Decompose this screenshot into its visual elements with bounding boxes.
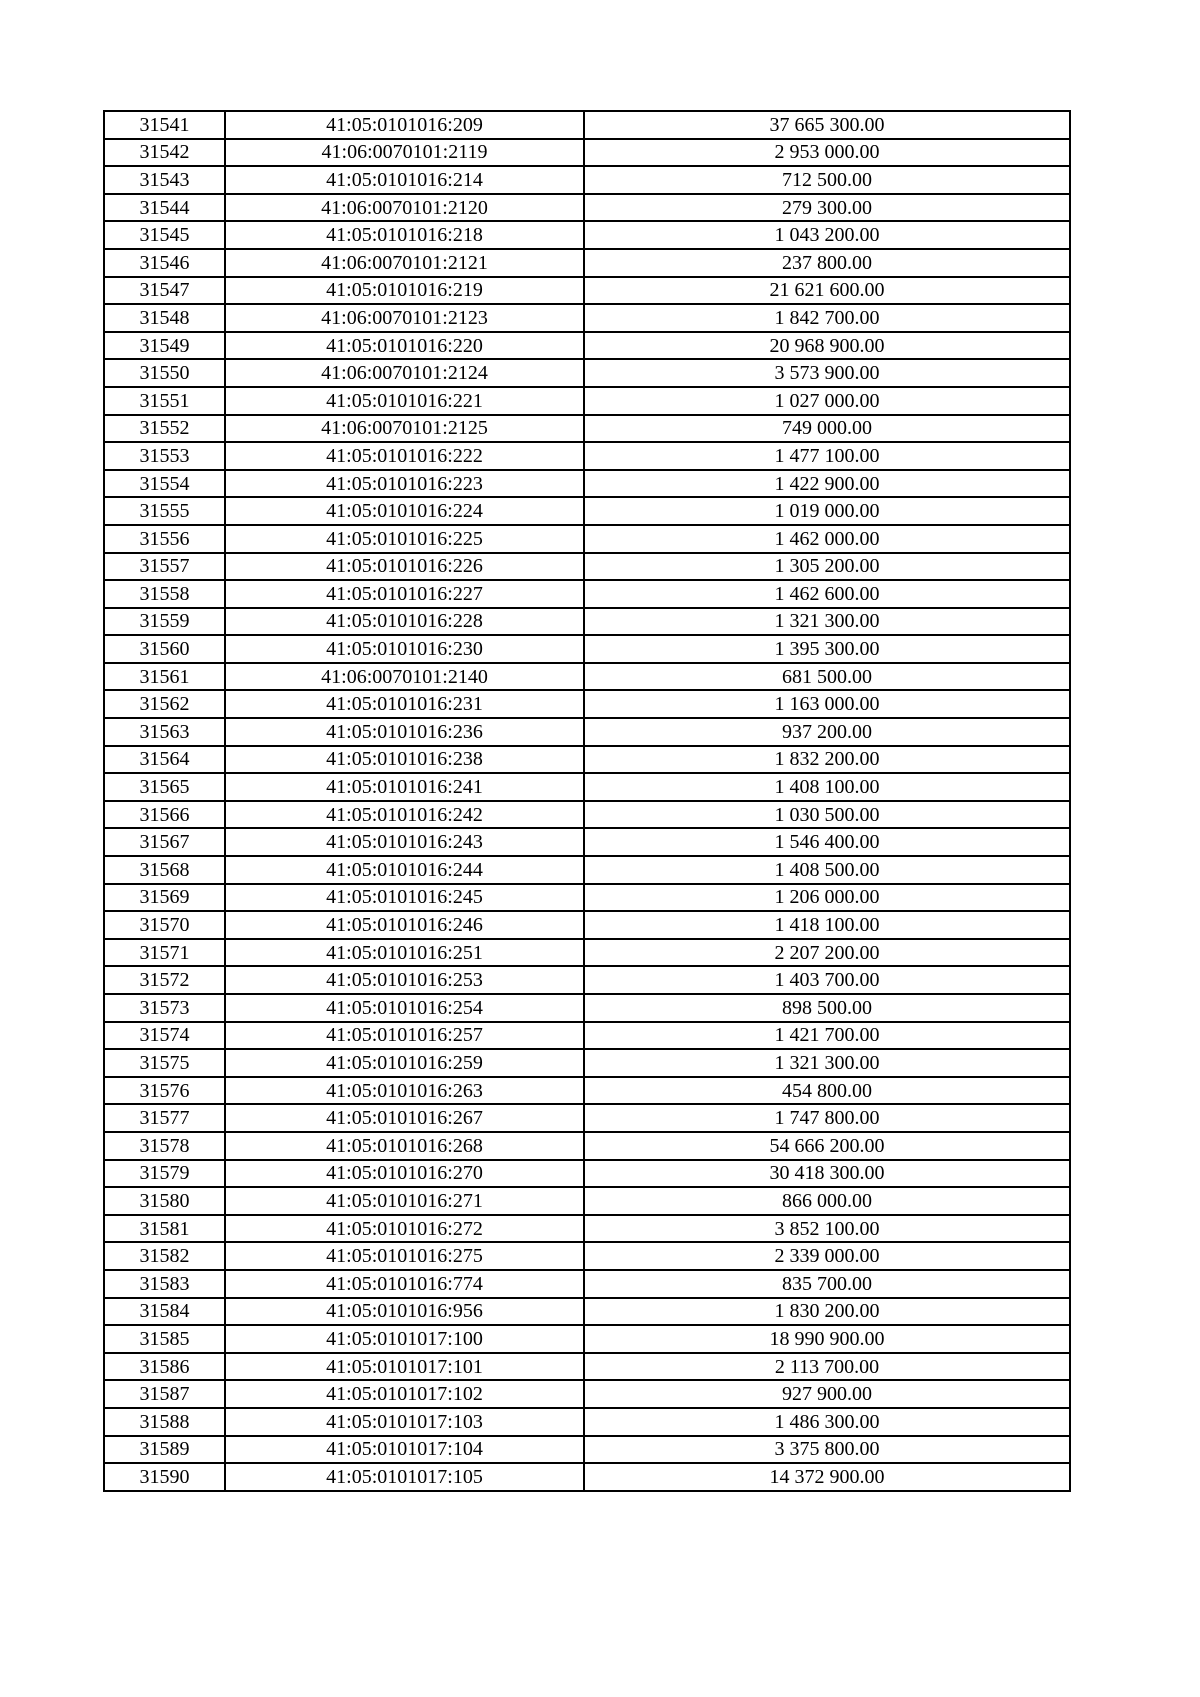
cadastral-value-cell: 21 621 600.00	[584, 277, 1070, 305]
cadastral-value-cell: 14 372 900.00	[584, 1463, 1070, 1491]
table-row	[104, 249, 1070, 277]
row-number-cell: 31580	[104, 1187, 225, 1215]
cadastral-number-cell: 41:05:0101016:270	[225, 1160, 584, 1188]
row-number-cell: 31546	[104, 249, 225, 277]
cadastral-number-cell: 41:05:0101016:246	[225, 911, 584, 939]
cadastral-number-cell: 41:05:0101016:956	[225, 1298, 584, 1326]
table-row	[104, 553, 1070, 581]
cadastral-value-cell: 1 030 500.00	[584, 801, 1070, 829]
cadastral-number-cell: 41:05:0101016:245	[225, 884, 584, 912]
table-row	[104, 1242, 1070, 1270]
cadastral-value-cell: 1 027 000.00	[584, 387, 1070, 415]
cadastral-value-cell: 54 666 200.00	[584, 1132, 1070, 1160]
cadastral-value-cell: 1 546 400.00	[584, 828, 1070, 856]
table-row	[104, 332, 1070, 360]
table-row	[104, 194, 1070, 222]
cadastral-value-cell: 2 113 700.00	[584, 1353, 1070, 1381]
table-row	[104, 525, 1070, 553]
row-number-cell: 31547	[104, 277, 225, 305]
cadastral-number-cell: 41:05:0101017:104	[225, 1436, 584, 1464]
row-number-cell: 31551	[104, 387, 225, 415]
row-number-cell: 31541	[104, 111, 225, 139]
cadastral-value-cell: 2 953 000.00	[584, 139, 1070, 167]
cadastral-number-cell: 41:05:0101016:268	[225, 1132, 584, 1160]
table-row	[104, 939, 1070, 967]
cadastral-number-cell: 41:05:0101016:231	[225, 690, 584, 718]
row-number-cell: 31561	[104, 663, 225, 691]
cadastral-number-cell: 41:05:0101016:242	[225, 801, 584, 829]
row-number-cell: 31557	[104, 553, 225, 581]
cadastral-number-cell: 41:05:0101016:267	[225, 1104, 584, 1132]
table-row	[104, 1380, 1070, 1408]
row-number-cell: 31585	[104, 1325, 225, 1353]
cadastral-value-cell: 1 321 300.00	[584, 608, 1070, 636]
cadastral-number-cell: 41:05:0101017:105	[225, 1463, 584, 1491]
table-row	[104, 1408, 1070, 1436]
table-row	[104, 828, 1070, 856]
table-row	[104, 139, 1070, 167]
row-number-cell: 31572	[104, 966, 225, 994]
cadastral-value-cell: 1 477 100.00	[584, 442, 1070, 470]
cadastral-value-cell: 1 019 000.00	[584, 497, 1070, 525]
cadastral-value-cell: 37 665 300.00	[584, 111, 1070, 139]
cadastral-value-cell: 1 832 200.00	[584, 746, 1070, 774]
row-number-cell: 31560	[104, 635, 225, 663]
cadastral-number-cell: 41:05:0101016:226	[225, 553, 584, 581]
cadastral-number-cell: 41:05:0101016:243	[225, 828, 584, 856]
table-row	[104, 1132, 1070, 1160]
table-row	[104, 1353, 1070, 1381]
table-row	[104, 442, 1070, 470]
cadastral-value-cell: 749 000.00	[584, 415, 1070, 443]
table-row	[104, 111, 1070, 139]
table-row	[104, 608, 1070, 636]
table-row	[104, 801, 1070, 829]
cadastral-value-cell: 1 830 200.00	[584, 1298, 1070, 1326]
table-row	[104, 911, 1070, 939]
row-number-cell: 31581	[104, 1215, 225, 1243]
cadastral-number-cell: 41:05:0101016:244	[225, 856, 584, 884]
cadastral-number-cell: 41:05:0101016:253	[225, 966, 584, 994]
cadastral-number-cell: 41:06:0070101:2121	[225, 249, 584, 277]
cadastral-value-cell: 1 305 200.00	[584, 553, 1070, 581]
cadastral-number-cell: 41:05:0101016:227	[225, 580, 584, 608]
row-number-cell: 31553	[104, 442, 225, 470]
row-number-cell: 31568	[104, 856, 225, 884]
table-row	[104, 1160, 1070, 1188]
cadastral-number-cell: 41:05:0101016:224	[225, 497, 584, 525]
table-row	[104, 470, 1070, 498]
cadastral-number-cell: 41:05:0101016:218	[225, 221, 584, 249]
row-number-cell: 31564	[104, 746, 225, 774]
table-row	[104, 635, 1070, 663]
row-number-cell: 31579	[104, 1160, 225, 1188]
cadastral-number-cell: 41:05:0101016:272	[225, 1215, 584, 1243]
row-number-cell: 31587	[104, 1380, 225, 1408]
row-number-cell: 31555	[104, 497, 225, 525]
cadastral-number-cell: 41:05:0101016:275	[225, 1242, 584, 1270]
table-row	[104, 718, 1070, 746]
row-number-cell: 31583	[104, 1270, 225, 1298]
cadastral-number-cell: 41:05:0101016:259	[225, 1049, 584, 1077]
cadastral-value-cell: 30 418 300.00	[584, 1160, 1070, 1188]
cadastral-number-cell: 41:05:0101017:102	[225, 1380, 584, 1408]
cadastral-value-cell: 1 403 700.00	[584, 966, 1070, 994]
table-row	[104, 994, 1070, 1022]
cadastral-value-cell: 1 395 300.00	[584, 635, 1070, 663]
cadastral-number-cell: 41:06:0070101:2125	[225, 415, 584, 443]
row-number-cell: 31569	[104, 884, 225, 912]
table-row	[104, 1022, 1070, 1050]
table-row	[104, 304, 1070, 332]
row-number-cell: 31545	[104, 221, 225, 249]
table-row	[104, 746, 1070, 774]
cadastral-number-cell: 41:05:0101016:238	[225, 746, 584, 774]
cadastral-number-cell: 41:05:0101016:228	[225, 608, 584, 636]
table-row	[104, 1215, 1070, 1243]
cadastral-number-cell: 41:05:0101016:221	[225, 387, 584, 415]
table-row	[104, 166, 1070, 194]
cadastral-value-cell: 279 300.00	[584, 194, 1070, 222]
row-number-cell: 31582	[104, 1242, 225, 1270]
cadastral-value-cell: 1 462 000.00	[584, 525, 1070, 553]
cadastral-value-cell: 3 573 900.00	[584, 359, 1070, 387]
row-number-cell: 31556	[104, 525, 225, 553]
cadastral-number-cell: 41:05:0101017:103	[225, 1408, 584, 1436]
table-row	[104, 359, 1070, 387]
table-row	[104, 221, 1070, 249]
row-number-cell: 31565	[104, 773, 225, 801]
row-number-cell: 31562	[104, 690, 225, 718]
row-number-cell: 31566	[104, 801, 225, 829]
table-row	[104, 580, 1070, 608]
cadastral-value-cell: 681 500.00	[584, 663, 1070, 691]
row-number-cell: 31542	[104, 139, 225, 167]
cadastral-number-cell: 41:05:0101016:241	[225, 773, 584, 801]
table-row	[104, 1104, 1070, 1132]
table-body	[104, 111, 1070, 1491]
cadastral-value-cell: 1 408 100.00	[584, 773, 1070, 801]
row-number-cell: 31576	[104, 1077, 225, 1105]
cadastral-number-cell: 41:06:0070101:2120	[225, 194, 584, 222]
cadastral-value-cell: 1 163 000.00	[584, 690, 1070, 718]
table-row	[104, 773, 1070, 801]
cadastral-number-cell: 41:06:0070101:2119	[225, 139, 584, 167]
cadastral-value-cell: 3 375 800.00	[584, 1436, 1070, 1464]
row-number-cell: 31578	[104, 1132, 225, 1160]
row-number-cell: 31570	[104, 911, 225, 939]
cadastral-number-cell: 41:05:0101016:230	[225, 635, 584, 663]
cadastral-value-cell: 1 462 600.00	[584, 580, 1070, 608]
table-row	[104, 1325, 1070, 1353]
cadastral-value-cell: 866 000.00	[584, 1187, 1070, 1215]
cadastral-number-cell: 41:05:0101016:236	[225, 718, 584, 746]
table-row	[104, 1049, 1070, 1077]
cadastral-value-cell: 927 900.00	[584, 1380, 1070, 1408]
row-number-cell: 31571	[104, 939, 225, 967]
row-number-cell: 31548	[104, 304, 225, 332]
row-number-cell: 31558	[104, 580, 225, 608]
cadastral-value-cell: 1 408 500.00	[584, 856, 1070, 884]
cadastral-value-cell: 454 800.00	[584, 1077, 1070, 1105]
cadastral-number-cell: 41:05:0101016:219	[225, 277, 584, 305]
cadastral-number-cell: 41:05:0101016:220	[225, 332, 584, 360]
row-number-cell: 31586	[104, 1353, 225, 1381]
cadastral-value-cell: 1 421 700.00	[584, 1022, 1070, 1050]
table-row	[104, 884, 1070, 912]
cadastral-value-cell: 1 422 900.00	[584, 470, 1070, 498]
row-number-cell: 31554	[104, 470, 225, 498]
table-row	[104, 966, 1070, 994]
row-number-cell: 31559	[104, 608, 225, 636]
row-number-cell: 31577	[104, 1104, 225, 1132]
cadastral-value-table	[103, 110, 1071, 1492]
cadastral-number-cell: 41:06:0070101:2140	[225, 663, 584, 691]
row-number-cell: 31543	[104, 166, 225, 194]
table-row	[104, 1187, 1070, 1215]
cadastral-number-cell: 41:05:0101016:209	[225, 111, 584, 139]
cadastral-number-cell: 41:05:0101016:254	[225, 994, 584, 1022]
table-row	[104, 277, 1070, 305]
cadastral-number-cell: 41:05:0101016:774	[225, 1270, 584, 1298]
table-row	[104, 415, 1070, 443]
row-number-cell: 31574	[104, 1022, 225, 1050]
row-number-cell: 31567	[104, 828, 225, 856]
cadastral-value-cell: 1 747 800.00	[584, 1104, 1070, 1132]
table-row	[104, 1463, 1070, 1491]
table-row	[104, 1298, 1070, 1326]
table-row	[104, 1270, 1070, 1298]
cadastral-value-cell: 1 206 000.00	[584, 884, 1070, 912]
cadastral-value-cell: 237 800.00	[584, 249, 1070, 277]
cadastral-number-cell: 41:05:0101016:251	[225, 939, 584, 967]
cadastral-value-cell: 1 321 300.00	[584, 1049, 1070, 1077]
cadastral-number-cell: 41:05:0101017:100	[225, 1325, 584, 1353]
cadastral-number-cell: 41:05:0101016:271	[225, 1187, 584, 1215]
row-number-cell: 31575	[104, 1049, 225, 1077]
table-row	[104, 497, 1070, 525]
row-number-cell: 31589	[104, 1436, 225, 1464]
cadastral-number-cell: 41:06:0070101:2124	[225, 359, 584, 387]
cadastral-number-cell: 41:05:0101016:222	[225, 442, 584, 470]
table-row	[104, 663, 1070, 691]
row-number-cell: 31549	[104, 332, 225, 360]
cadastral-value-cell: 3 852 100.00	[584, 1215, 1070, 1243]
table-row	[104, 690, 1070, 718]
row-number-cell: 31588	[104, 1408, 225, 1436]
table-row	[104, 856, 1070, 884]
cadastral-value-cell: 937 200.00	[584, 718, 1070, 746]
cadastral-number-cell: 41:05:0101016:223	[225, 470, 584, 498]
cadastral-value-cell: 2 207 200.00	[584, 939, 1070, 967]
cadastral-value-cell: 1 418 100.00	[584, 911, 1070, 939]
row-number-cell: 31544	[104, 194, 225, 222]
row-number-cell: 31573	[104, 994, 225, 1022]
cadastral-value-cell: 1 486 300.00	[584, 1408, 1070, 1436]
cadastral-number-cell: 41:05:0101016:263	[225, 1077, 584, 1105]
cadastral-value-cell: 898 500.00	[584, 994, 1070, 1022]
row-number-cell: 31584	[104, 1298, 225, 1326]
cadastral-value-cell: 712 500.00	[584, 166, 1070, 194]
cadastral-number-cell: 41:05:0101017:101	[225, 1353, 584, 1381]
cadastral-number-cell: 41:05:0101016:214	[225, 166, 584, 194]
cadastral-value-cell: 18 990 900.00	[584, 1325, 1070, 1353]
table-row	[104, 387, 1070, 415]
cadastral-number-cell: 41:06:0070101:2123	[225, 304, 584, 332]
row-number-cell: 31550	[104, 359, 225, 387]
cadastral-value-cell: 1 043 200.00	[584, 221, 1070, 249]
row-number-cell: 31590	[104, 1463, 225, 1491]
row-number-cell: 31552	[104, 415, 225, 443]
row-number-cell: 31563	[104, 718, 225, 746]
table-row	[104, 1436, 1070, 1464]
cadastral-value-cell: 2 339 000.00	[584, 1242, 1070, 1270]
table-row	[104, 1077, 1070, 1105]
cadastral-number-cell: 41:05:0101016:257	[225, 1022, 584, 1050]
cadastral-value-cell: 20 968 900.00	[584, 332, 1070, 360]
cadastral-value-cell: 1 842 700.00	[584, 304, 1070, 332]
cadastral-number-cell: 41:05:0101016:225	[225, 525, 584, 553]
cadastral-value-cell: 835 700.00	[584, 1270, 1070, 1298]
